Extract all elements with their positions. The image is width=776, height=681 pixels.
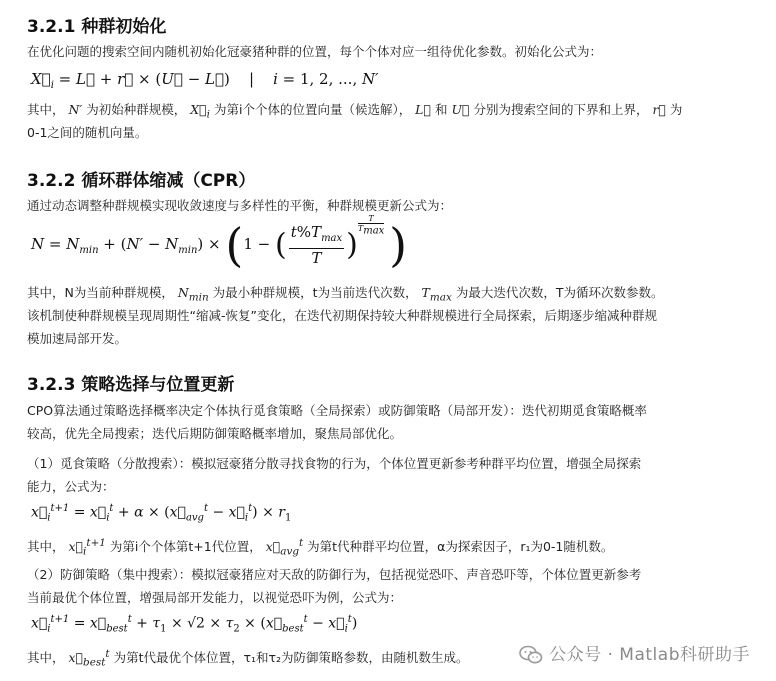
init-note-text: 为第i个个体的位置向量（候选解）， <box>213 102 412 117</box>
forage-note-text: 其中， <box>27 539 65 555</box>
init-formula: $X⃗_i$ = L⃗ + r⃗ × (U⃗ − L⃗) | i = 1, 2, ..., N′ <box>31 70 379 91</box>
init-note-text: 分别为搜索空间的下界和上界， <box>473 102 649 117</box>
cpr-intro: 通过动态调整种群规模实现收敛速度与多样性的平衡，种群规模更新公式为： <box>27 198 453 213</box>
cpr-note-text: 为最小种群规模，t为当前迭代次数， <box>212 285 418 300</box>
section-title-init: 3.2.1 种群初始化 <box>27 17 167 37</box>
forage-note: 其中， $x⃗_i^{t+1}$ 为第i个个体第t+1代位置， $x⃗_{avg}^t$ 为第t代种群平均位置，α为探索因子，r₁为0-1随机数。 <box>27 537 614 558</box>
init-note-text: 为 <box>669 102 683 117</box>
defense-note: 其中， $x⃗_{best}^t$ 为第t代最优个体位置，τ₁和τ₂为防御策略参数，由随机数生成。 <box>27 648 469 669</box>
init-intro: 在优化问题的搜索空间内随机初始化冠豪猪种群的位置，每个个体对应一组待优化参数。初始化公式为： <box>27 44 603 59</box>
cpr-note-text: 为最大迭代次数，T为循环次数参数。 <box>455 285 664 300</box>
init-note-line1: 其中， N′ 为初始种群规模， $X⃗_i$ 为第i个个体的位置向量（候选解）， L⃗ 和 U⃗ 分别为搜索空间的下界和上界， r⃗ 为 <box>27 102 683 121</box>
watermark-text: 公众号 · Matlab科研助手 <box>549 645 750 665</box>
cpr-note-line2: 该机制使种群规模呈现周期性“缩减-恢复”变化，在迭代初期保持较大种群规模进行全局探索，后期逐步缩减种群规 <box>27 308 657 323</box>
cpr-note-line3: 模加速局部开发。 <box>27 331 128 346</box>
init-note-text: 其中， <box>27 102 65 117</box>
cpr-note-text: 其中，N为当前种群规模， <box>27 285 174 300</box>
forage-formula: $x⃗_i^{t+1}$ = $x⃗_i^t + \alpha$ × ($x⃗_{avg}^t$ − $x⃗_i^t) \times r_1$ <box>31 503 292 524</box>
watermark <box>519 640 750 665</box>
init-note-text: 和 <box>434 102 448 117</box>
defense-note-text: 为第t代最优个体位置，τ₁和τ₂为防御策略参数，由随机数生成。 <box>113 650 469 666</box>
strategy-intro-line1: CPO算法通过策略选择概率决定个体执行觅食策略（全局探索）或防御策略（局部开发）：迭代初期觅食策略概率 <box>27 403 647 418</box>
defense-line1: （2）防御策略（集中搜索）：模拟冠豪猪应对天敌的防御行为，包括视觉恐吓、声音恐吓等，个体位置更新参考 <box>27 567 642 582</box>
cpr-note-line1: 其中，N为当前种群规模， $N_{min}$ 为最小种群规模，t为当前迭代次数， $T_{max}$ 为最大迭代次数，T为循环次数参数。 <box>27 285 664 304</box>
defense-note-text: 其中， <box>27 650 65 666</box>
section-title-cpr: 3.2.2 循环群体缩减（CPR） <box>27 171 256 191</box>
forage-line1: （1）觅食策略（分散搜索）：模拟冠豪猪分散寻找食物的行为，个体位置更新参考种群平均位置，增强全局探索 <box>27 456 642 471</box>
forage-note-text: 为第i个个体第t+1代位置， <box>109 539 262 555</box>
forage-note-text: 为第t代种群平均位置，α为探索因子，r₁为0-1随机数。 <box>307 539 614 555</box>
init-note-text: 为初始种群规模， <box>86 102 187 117</box>
strategy-intro-line2: 较高，优先全局搜索；迭代后期防御策略概率增加，聚焦局部优化。 <box>27 426 403 441</box>
section-title-strategy: 3.2.3 策略选择与位置更新 <box>27 375 235 395</box>
cpr-formula: $N = N_{min} + (N' - N_{min}) \times (1$ − ( $\frac{t\%T_{max}}{T}$ ) $\frac{T}{T_{max}}$ ) <box>31 214 408 272</box>
defense-line2: 当前最优个体位置，增强局部开发能力，以视觉恐吓为例，公式为： <box>27 590 403 605</box>
forage-line2: 能力，公式为： <box>27 479 115 494</box>
defense-formula: $x⃗_i^{t+1}$ = $x⃗_{best}^t + \tau_1 \times √2 \times \tau_2$ × ($x⃗_{best}^t$ − $x⃗_i^t$) <box>31 614 358 635</box>
init-note-line2: 0-1之间的随机向量。 <box>27 125 148 140</box>
wechat-icon <box>519 645 543 665</box>
